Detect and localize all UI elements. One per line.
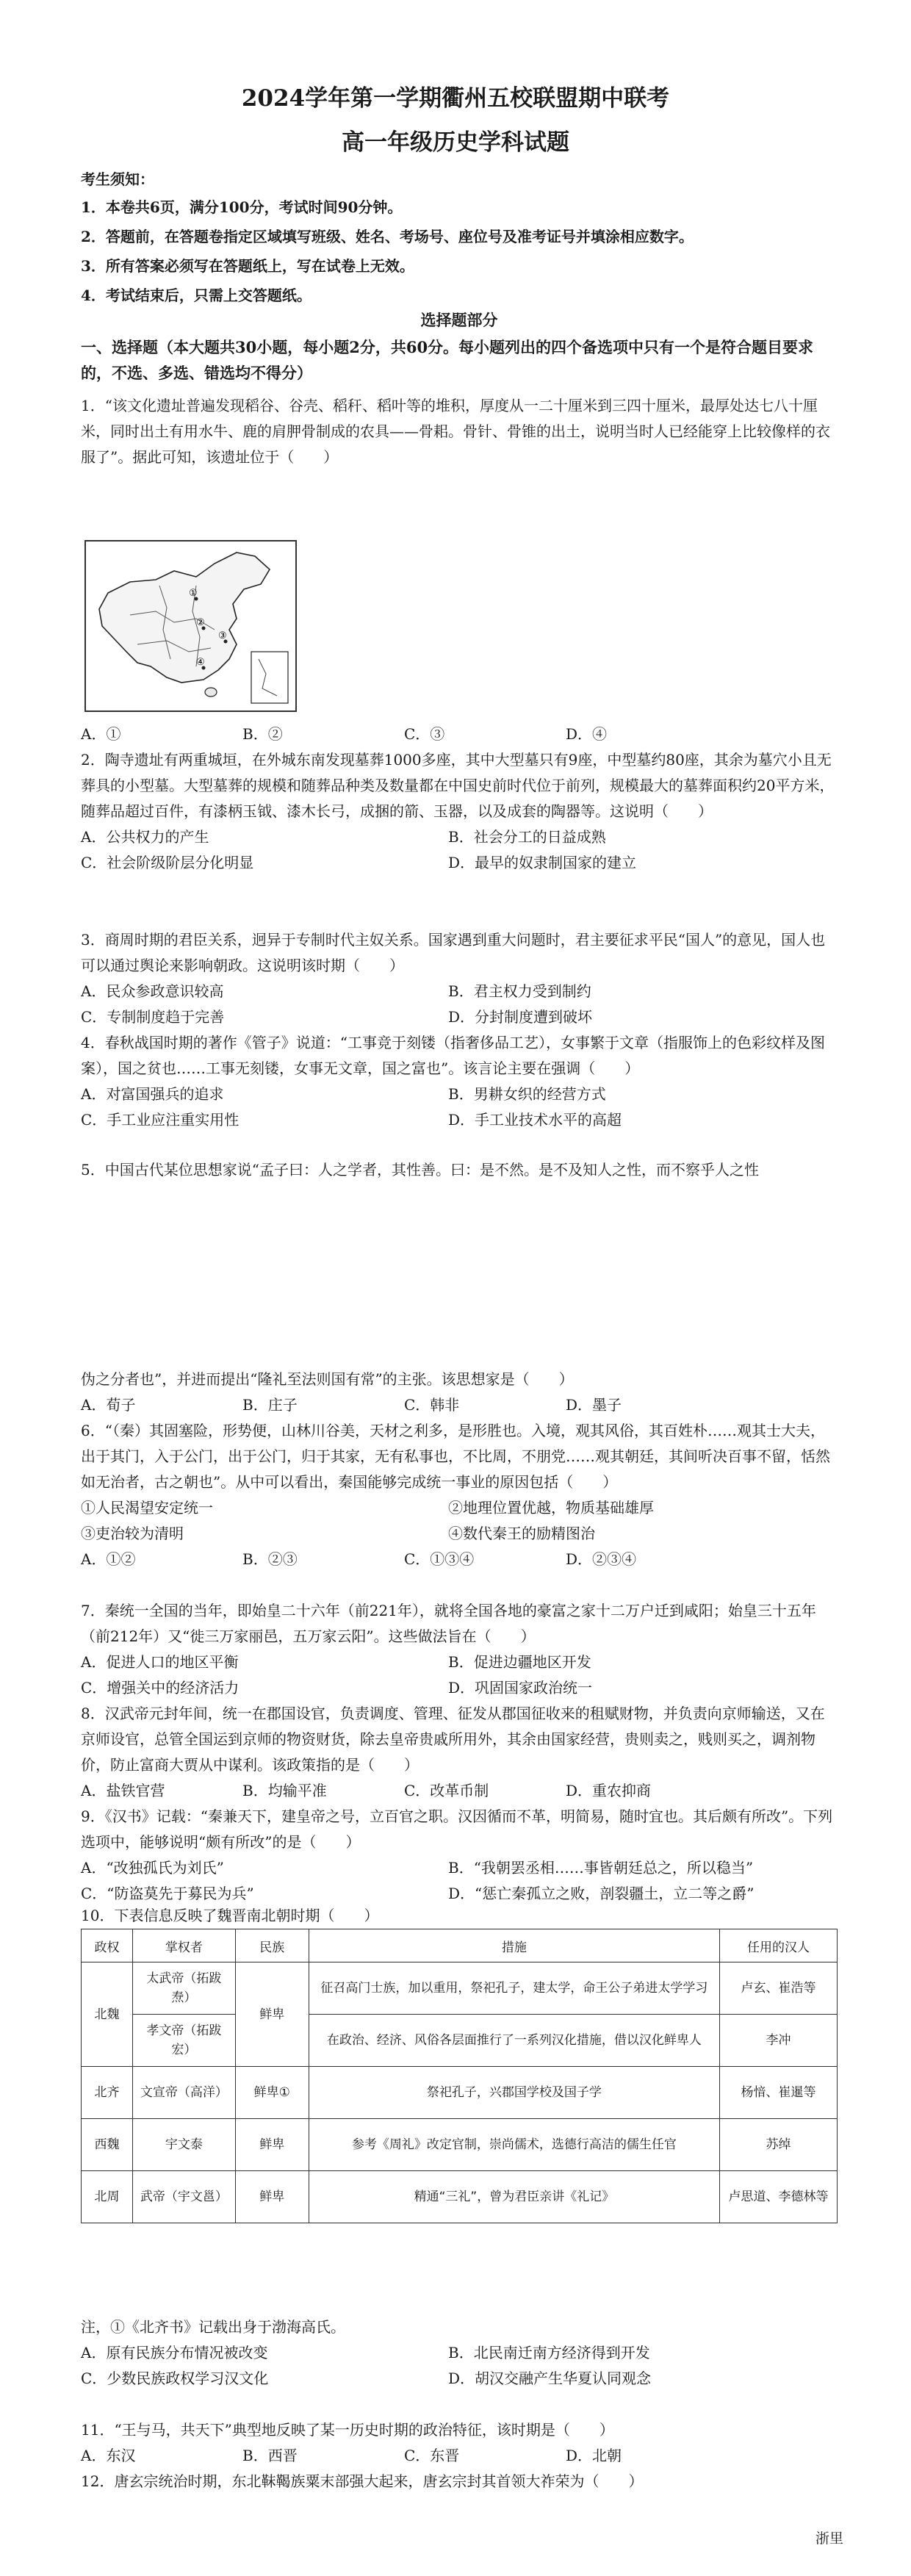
option[interactable]: D．最早的奴隶制国家的建立 (448, 854, 637, 871)
table-cell: 北周 (82, 2171, 133, 2223)
question-stem: 11．“王与马，共天下”典型地反映了某一历史时期的政治特征，该时期是（ ） (81, 2421, 614, 2439)
question-10-tail (81, 2314, 838, 2392)
notice (81, 167, 838, 310)
table-cell: 西魏 (82, 2119, 133, 2171)
option[interactable]: B．北民南迁南方经济得到开发 (448, 2344, 650, 2361)
question-8 (81, 1701, 838, 1804)
option[interactable]: B．西晋 (242, 2447, 298, 2464)
table-cell: 在政治、经济、风俗各层面推行了一系列汉化措施，借以汉化鲜卑人 (309, 2015, 719, 2067)
table-cell: 孝文帝（拓跋宏） (132, 2015, 235, 2067)
option[interactable]: B．促进边疆地区开发 (448, 1653, 591, 1671)
table-cell: 文宣帝（高洋） (132, 2067, 235, 2119)
table-cell: 鲜卑 (235, 2171, 309, 2223)
option[interactable]: D．分封制度遭到破坏 (448, 1008, 593, 1026)
table-cell: 精通“三礼”，曾为君臣亲讲《礼记》 (309, 2171, 719, 2223)
table-cell: 李冲 (720, 2015, 838, 2067)
notice-item: 1．本卷共6页，满分100分，考试时间90分钟。 (81, 198, 403, 216)
notice-item: 2．答题前，在答题卷指定区域填写班级、姓名、考场号、座位号及准考证号并填涂相应数字。 (81, 228, 694, 245)
option[interactable]: A．原有民族分布情况被改变 (81, 2344, 268, 2361)
option[interactable]: C．③ (404, 725, 445, 743)
table-cell: 北魏 (82, 1962, 133, 2067)
china-map (84, 540, 297, 712)
statement: ③吏治较为清明 (81, 1525, 184, 1542)
option[interactable]: D．巩固国家政治统一 (448, 1679, 593, 1697)
question-stem: 1．“该文化遗址普遍发现稻谷、谷壳、稻秆、稻叶等的堆积，厚度从一二十厘米到三四十厘米，最厚处达七八十厘米，同时出土有用水牛、鹿的肩胛骨制成的农具——骨耜。骨针、骨锥的出土，说明当时人已经能穿上比较像样的衣服了”。据此可知，该遗址位于（ ） (81, 397, 830, 466)
question-5-part-b (81, 1367, 838, 1418)
question-1 (81, 393, 838, 470)
option[interactable]: D．②③④ (566, 1550, 637, 1568)
question-7 (81, 1598, 838, 1701)
option[interactable]: D．手工业技术水平的高超 (448, 1111, 622, 1129)
question-12 (81, 2469, 838, 2494)
option[interactable]: B．庄子 (242, 1396, 298, 1414)
table-row (82, 2067, 838, 2119)
option[interactable]: D．胡汉交融产生华夏认同观念 (448, 2370, 652, 2387)
question-5-part-a (81, 1157, 838, 1183)
notice-item: 3．所有答案必须写在答题纸上，写在试卷上无效。 (81, 257, 414, 275)
table-cell: 卢思道、李德林等 (720, 2171, 838, 2223)
map-graphic (86, 542, 295, 710)
option[interactable]: C．专制制度趋于完善 (81, 1008, 225, 1026)
option[interactable]: B．男耕女织的经营方式 (448, 1085, 606, 1103)
option[interactable]: C．韩非 (404, 1396, 460, 1414)
table-cell: 太武帝（拓跋焘） (132, 1962, 235, 2015)
option[interactable]: A．对富国强兵的追求 (81, 1085, 224, 1103)
option[interactable]: A．东汉 (81, 2447, 136, 2464)
map-label: ④ (196, 657, 205, 668)
question-stem: 12．唐玄宗统治时期，东北靺鞨族粟末部强大起来，唐玄宗封其首领大祚荣为（ ） (81, 2472, 644, 2490)
option[interactable]: D．墨子 (566, 1396, 622, 1414)
table-row (82, 2119, 838, 2171)
question-stem: 5．中国古代某位思想家说“孟子曰：人之学者，其性善。曰：是不然。是不及知人之性，而不察乎人之性 (81, 1161, 759, 1179)
table-cell: 宇文泰 (132, 2119, 235, 2171)
question-stem: 伪之分者也”，并进而提出“隆礼至法则国有常”的主张。该思想家是（ ） (81, 1370, 574, 1388)
option[interactable]: B．②③ (242, 1550, 298, 1568)
table-cell: 征召高门士族，加以重用，祭祀孔子，建太学，命王公子弟进太学学习 (309, 1962, 719, 2015)
option[interactable]: A．盐铁官营 (81, 1782, 165, 1799)
map-label: ① (189, 588, 198, 599)
notice-item: 4．考试结束后，只需上交答题纸。 (81, 287, 312, 304)
option[interactable]: C．手工业应注重实用性 (81, 1111, 240, 1129)
question-stem: 8．汉武帝元封年间，统一在郡国设官，负责调度、管理、征发从郡国征收来的租赋财物，并负责向京师输送，又在京师设官，总管全国运到京师的物资财货，除去皇帝贵戚所用外，其余由国家经营，贵则卖之，贱则买之，调剂物价，防止富商大贾从中谋利。该政策指的是（ ） (81, 1705, 825, 1774)
table-header: 掌权者 (132, 1929, 235, 1962)
table-cell: 鲜卑 (235, 1962, 309, 2067)
option[interactable]: A．民众参政意识较高 (81, 982, 224, 1000)
q1-options (81, 722, 838, 747)
table-row (82, 2171, 838, 2223)
question-stem: 4．春秋战国时期的著作《管子》说道：“工事竞于刻镂（指奢侈品工艺），女事繁于文章（指服饰上的色彩纹样及图案），国之贫也……工事无刻镂，女事无文章，国之富也”。该言论主要在强调（ ） (81, 1034, 825, 1077)
table-header: 措施 (309, 1929, 719, 1962)
question-6 (81, 1418, 838, 1572)
map-label: ② (196, 617, 205, 628)
map-label: ③ (218, 630, 227, 641)
option[interactable]: A．促进人口的地区平衡 (81, 1653, 239, 1671)
question-3 (81, 927, 838, 1030)
option[interactable]: C．东晋 (404, 2447, 460, 2464)
option[interactable]: B．君主权力受到制约 (448, 982, 591, 1000)
exam-title: 2024学年第一学期衢州五校联盟期中联考 (241, 85, 670, 112)
table-cell: 北齐 (82, 2067, 133, 2119)
option[interactable]: B．② (242, 725, 283, 743)
option[interactable]: A．荀子 (81, 1396, 136, 1414)
table-row (82, 2015, 838, 2067)
table-cell: 卢玄、崔浩等 (720, 1962, 838, 2015)
question-10 (81, 1903, 838, 1929)
option[interactable]: A．①② (81, 1550, 136, 1568)
table-row (82, 1962, 838, 2015)
question-11 (81, 2417, 838, 2469)
option[interactable]: A．“改独孤氏为刘氏” (81, 1859, 224, 1877)
table-header: 民族 (235, 1929, 309, 1962)
question-2 (81, 747, 838, 876)
statement: ①人民渴望安定统一 (81, 1499, 213, 1517)
option[interactable]: A．① (81, 725, 121, 743)
table-note: 注，①《北齐书》记载出身于渤海高氏。 (81, 2318, 345, 2336)
option[interactable]: C．社会阶级阶层分化明显 (81, 854, 254, 871)
question-stem: 7．秦统一全国的当年，即始皇二十六年（前221年），就将全国各地的豪富之家十二万户迁到咸阳；始皇三十五年（前212年）又“徙三万家丽邑，五万家云阳”。这些做法旨在（ ） (81, 1602, 816, 1645)
option[interactable]: B．“我朝罢丞相……事皆朝廷总之，所以稳当” (448, 1859, 754, 1877)
page-footer: 浙里 (815, 2530, 843, 2547)
table-cell: 苏绰 (720, 2119, 838, 2171)
option[interactable]: D．重农抑商 (566, 1782, 652, 1799)
question-stem: 6．“（秦）其固塞险，形势便，山林川谷美，天材之利多，是形胜也。入境，观其风俗，其百姓朴……观其士大夫，出于其门，入于公门，出于公门，归于其家，无有私事也，不比周，不朋党……观其朝廷，其间听决百事不留，恬然如无治者，古之朝也”。从中可以看出，秦国能够完成统一事业的原因包括（ ） (81, 1422, 830, 1491)
table-header: 任用的汉人 (720, 1929, 838, 1962)
option[interactable]: D．“惩亡秦孤立之败，剖裂疆土，立二等之爵” (448, 1885, 755, 1902)
section-heading: 选择题部分 (420, 311, 498, 329)
option[interactable]: C．增强关中的经济活力 (81, 1679, 240, 1697)
option[interactable]: C．①③④ (404, 1550, 475, 1568)
table-cell: 参考《周礼》改定官制，崇尚儒术，选德行高洁的儒生任官 (309, 2119, 719, 2171)
option[interactable]: B．均输平准 (242, 1782, 327, 1799)
table-cell: 鲜卑① (235, 2067, 309, 2119)
table-cell: 杨愔、崔暹等 (720, 2067, 838, 2119)
table-cell: 祭祀孔子，兴郡国学校及国子学 (309, 2067, 719, 2119)
statement: ②地理位置优越，物质基础雄厚 (448, 1499, 654, 1517)
history-table (81, 1929, 838, 2223)
option[interactable]: C．“防盗莫先于募民为兵” (81, 1885, 254, 1902)
notice-heading: 考生须知： (81, 170, 154, 188)
option[interactable]: D．④ (566, 725, 608, 743)
statement: ④数代秦王的励精图治 (448, 1525, 595, 1542)
option[interactable]: C．改革币制 (404, 1782, 489, 1799)
option[interactable]: B．社会分工的日益成熟 (448, 828, 606, 846)
option[interactable]: D．北朝 (566, 2447, 622, 2464)
option[interactable]: A．公共权力的产生 (81, 828, 209, 846)
question-4 (81, 1030, 838, 1133)
table-header: 政权 (82, 1929, 133, 1962)
question-stem: 10．下表信息反映了魏晋南北朝时期（ ） (81, 1907, 379, 1924)
question-stem: 2．陶寺遗址有两重城垣，在外城东南发现墓葬1000多座，其中大型墓只有9座，中型墓约80座，其余为墓穴小且无葬具的小型墓。大型墓葬的规模和随葬品种类及数量都在中国史前时代位于前列，规模最大的墓葬面积约20平方米，随葬品超过百件，有漆柄玉钺、漆木长弓，成捆的箭、玉器，以及成套的陶器等。这说明（ ） (81, 751, 835, 820)
section-instruction: 一、选择题（本大题共30小题，每小题2分，共60分。每小题列出的四个备选项中只有一个是符合题目要求的，不选、多选、错选均不得分） (81, 338, 814, 382)
table-cell: 鲜卑 (235, 2119, 309, 2171)
question-stem: 3．商周时期的君臣关系，迥异于专制时代主奴关系。国家遇到重大问题时，君主要征求平民“国人”的意见，国人也可以通过舆论来影响朝政。这说明该时期（ ） (81, 931, 826, 974)
question-9 (81, 1804, 838, 1907)
exam-subtitle: 高一年级历史学科试题 (342, 129, 569, 156)
question-stem: 9．《汉书》记载：“秦兼天下，建皇帝之号，立百官之职。汉因循而不革，明简易，随时宜也。其后颇有所改”。下列选项中，能够说明“颇有所改”的是（ ） (81, 1807, 833, 1851)
table-cell: 武帝（宇文邕） (132, 2171, 235, 2223)
option[interactable]: C．少数民族政权学习汉文化 (81, 2370, 269, 2387)
